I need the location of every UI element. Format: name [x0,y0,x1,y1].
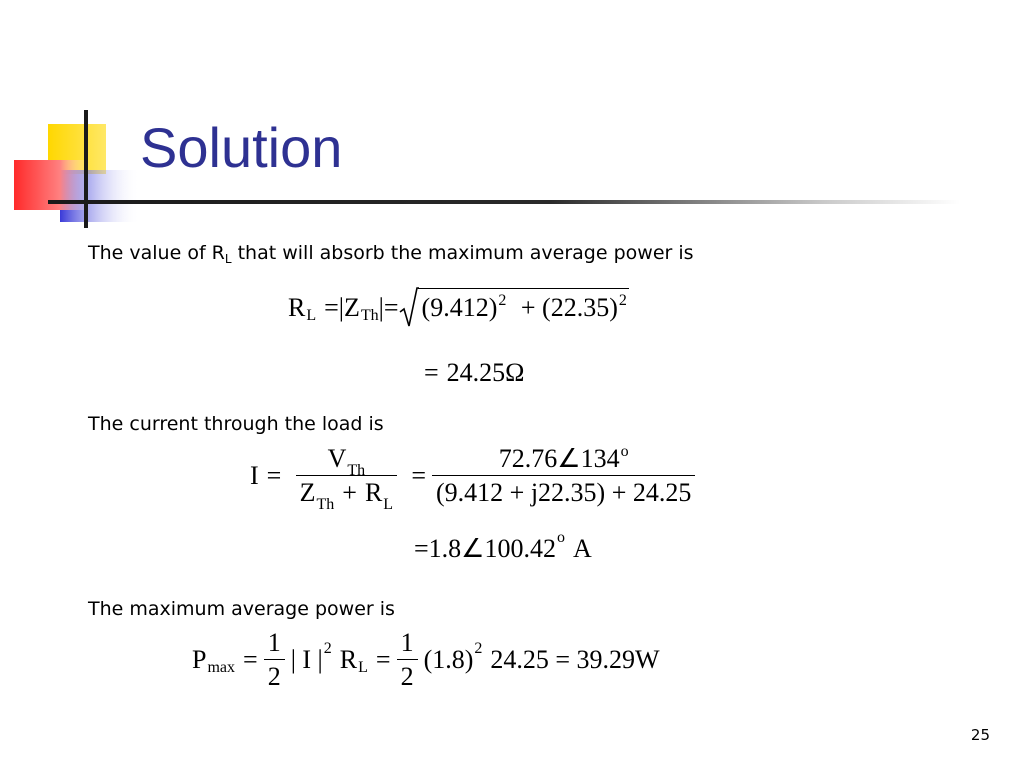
eq-symbol: Z [344,293,360,322]
eq-superscript: 2 [474,640,483,657]
eq-subscript: L [358,659,368,676]
eq-value: 72.76∠134 [498,444,620,473]
eq-operator: = [266,461,282,490]
eq-subscript: max [207,659,236,676]
equation-rl-result [424,360,525,386]
eq-value: 24.25Ω [446,358,525,387]
fraction-half [264,630,285,690]
square-root [399,286,629,330]
fraction-numerator: 1 [400,628,414,657]
paragraph-current-intro: The current through the load is [88,413,384,435]
eq-symbol: R [339,645,358,674]
radicand [418,288,629,330]
text-subscript: L [224,252,232,266]
deco-vertical-line [84,110,88,228]
eq-operator: =| [324,293,344,322]
eq-symbol: R [288,293,306,322]
title-underline [48,200,960,204]
fraction-numerator: 1 [267,628,281,657]
eq-subscript: Th [347,462,366,479]
fraction-denominator [296,475,397,513]
eq-term: (22.35) [542,293,618,322]
eq-subscript: L [383,496,394,513]
text-part: The value of R [88,242,225,264]
eq-superscript: 2 [498,292,507,309]
text-part: that will absorb the maximum average power is [231,242,694,264]
eq-subscript: Th [360,307,379,324]
fraction-denominator: 2 [397,659,418,690]
paragraph-rl-intro [88,241,694,265]
eq-term: | I | [290,645,323,674]
equation-power [192,630,660,690]
fraction-denominator: 2 [264,659,285,690]
eq-term: (1.8) [423,645,474,674]
equation-rl [288,286,629,330]
slide-title: Solution [140,116,343,179]
page-number: 25 [970,726,990,744]
eq-superscript: o [556,529,565,546]
eq-operator: + [342,478,357,507]
eq-symbol: V [327,444,347,473]
eq-operator: = [375,645,391,674]
radical-sign-icon [399,286,419,330]
eq-symbol: P [192,645,207,674]
eq-symbol: R [364,478,383,507]
eq-value: 1.8∠100.42 [428,534,556,563]
equation-current [250,443,701,513]
eq-superscript: 2 [323,640,332,657]
eq-operator: = [424,358,439,387]
eq-superscript: 2 [618,292,627,309]
eq-unit: A [572,534,592,563]
eq-symbol: Z [299,478,316,507]
eq-subscript: L [306,307,317,324]
title-decoration [0,0,140,230]
eq-operator: |= [378,293,399,322]
eq-operator: = [411,461,427,490]
fraction-half [397,630,418,690]
eq-symbol: I [250,461,259,490]
fraction-vth-over-z [287,444,405,513]
eq-superscript: o [620,443,629,460]
eq-subscript: Th [316,496,335,513]
eq-operator: = [414,534,429,563]
fraction-denominator: (9.412 + j22.35) + 24.25 [432,475,695,506]
fraction-numerator [324,444,370,479]
eq-value: 24.25 = 39.29W [490,645,660,674]
eq-operator: = [243,645,258,674]
fraction-numerator [495,443,633,475]
eq-operator: + [520,293,536,322]
fraction-numeric [432,443,695,507]
eq-term: (9.412) [421,293,498,322]
equation-current-result [414,529,592,563]
paragraph-power-intro: The maximum average power is [88,598,395,620]
